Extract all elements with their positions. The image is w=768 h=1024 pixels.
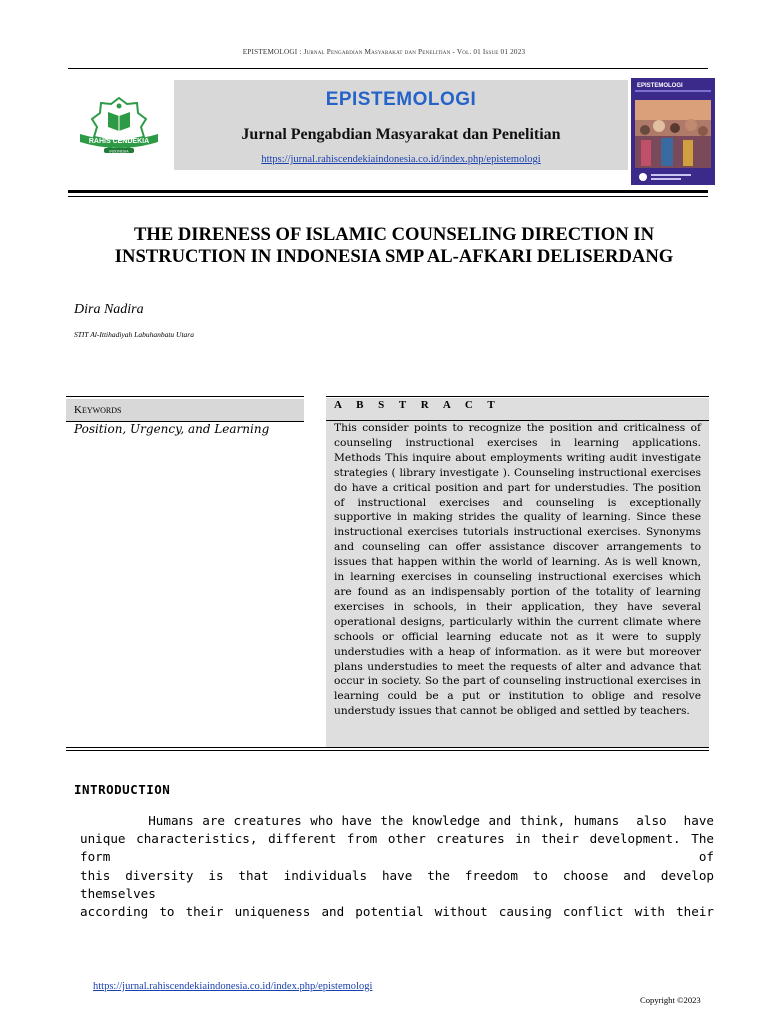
intro-line-4: according to their uniqueness and potential without causing conflict with their <box>80 904 714 920</box>
logo-text: RAHIS CENDEKIA <box>88 138 150 145</box>
intro-line-3: this diversity is that individuals have the freedom to choose and develop themselves <box>80 867 714 901</box>
author-name: Dira Nadira <box>74 302 144 317</box>
publisher-logo <box>74 94 164 158</box>
masthead <box>174 80 628 170</box>
abstract-text: This consider points to recognize the position and criticalness of counseling instructional exercises in learning applications. Methods This inquire about employments writing audit investigate strategies ( library investigate ). Counseling instructional exercises do have a critical position and part for understudies. The position of instructional exercises and counseling is exceptionally supportive in making strides the quality of learning. Since these instructional exercises tutorials instructional exercises. Synonyms and counseling can offer assistance discover arrangements to issues that happen within the world of learning. As is well known, in learning exercises in counseling instructional exercises which are found as an indispensably portion of the totality of learning exercises in schools, in their application, they have several operational designs, particularly within the current climate where schools or official learning educate not as it were to supply understudies with a heap of information. as it were but moreover plans understudies to meet the requests of alter and advance that occur in society. So the part of counseling instructional exercises in learning could be a put or institution to oblige and resolve understudy issues that cannot be obliged and settled by teachers. <box>334 421 701 718</box>
book-icon <box>108 104 130 132</box>
copyright-notice: Copyright ©2023 <box>640 995 701 1005</box>
author-affiliation: STIT Al-Ittihadiyah Labuhanbatu Utara <box>74 330 194 339</box>
section-rule-2 <box>66 750 709 751</box>
logo-subtext: INDONESIA <box>109 149 129 154</box>
abstract-heading: A B S T R A C T <box>334 399 501 411</box>
keywords-rule-top <box>66 396 304 397</box>
intro-line-1: Humans are creatures who have the knowledge and think, humans also have <box>80 813 714 828</box>
intro-line-2: unique characteristics, different from other creatures in their development. The form of <box>80 831 714 865</box>
introduction-paragraph <box>80 812 714 921</box>
header-rule <box>68 68 708 69</box>
keywords-heading: Keywords <box>74 404 122 416</box>
article-title <box>70 224 718 268</box>
introduction-heading: INTRODUCTION <box>74 782 171 797</box>
title-line-2: INSTRUCTION IN INDONESIA SMP AL-AFKARI DELISERDANG <box>114 246 674 267</box>
keywords-header-box <box>66 399 304 421</box>
abstract-rule-top <box>326 396 709 397</box>
keywords-text: Position, Urgency, and Learning <box>74 422 270 436</box>
journal-subtitle: Jurnal Pengabdian Masyarakat dan Penelitian <box>241 126 561 143</box>
title-line-1: THE DIRENESS OF ISLAMIC COUNSELING DIRECTION IN <box>133 224 655 245</box>
footer-url-link[interactable]: https://jurnal.rahiscendekiaindonesia.co.id/index.php/epistemologi <box>93 981 373 992</box>
running-head: EPISTEMOLOGI : Jurnal Pengabdian Masyarakat dan Penelitian - Vol. 01 Issue 01 2023 <box>242 48 526 56</box>
journal-url-link[interactable]: https://jurnal.rahiscendekiaindonesia.co.id/index.php/epistemologi <box>261 154 541 165</box>
header-rule-thick <box>68 190 708 193</box>
header-rule-thin <box>68 196 708 197</box>
journal-name: EPISTEMOLOGI <box>325 89 477 110</box>
section-rule-1 <box>66 747 709 748</box>
cover-title: EPISTEMOLOGI <box>637 83 683 89</box>
journal-cover-image <box>631 78 715 185</box>
